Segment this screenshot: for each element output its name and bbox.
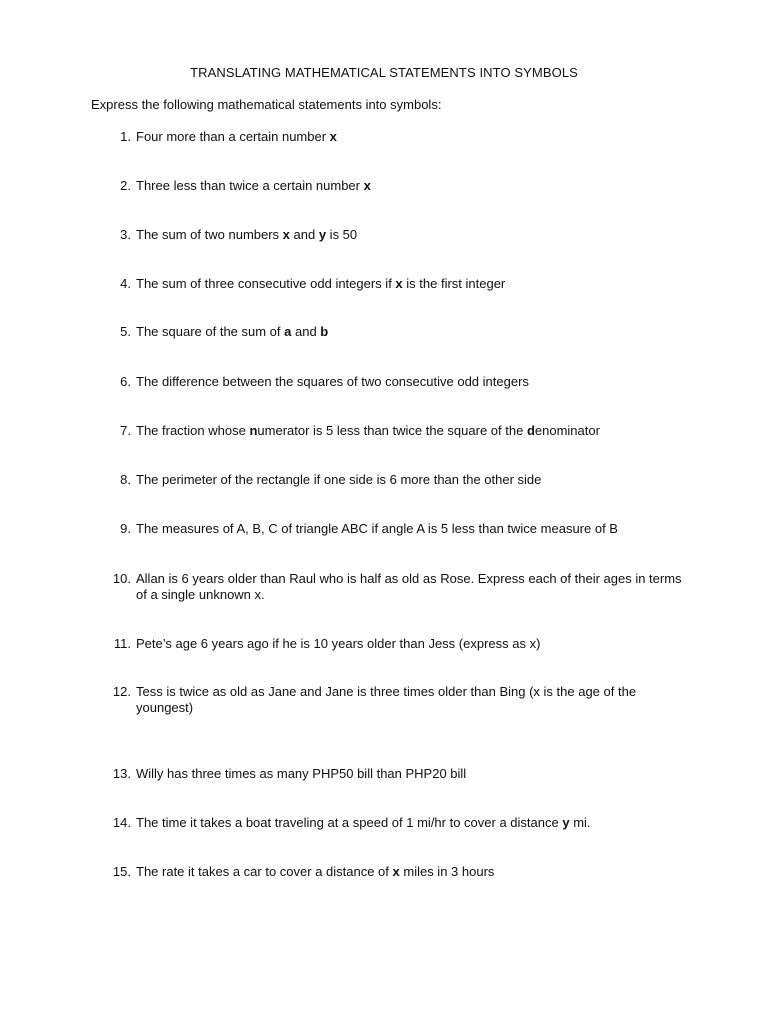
question-text — [136, 864, 688, 880]
variable-symbol: d — [526, 423, 535, 438]
question-number: 3. — [120, 227, 131, 242]
question-text-segment: The perimeter of the rectangle if one side is 6 more than the other side — [136, 472, 542, 487]
question-text-segment: Three less than twice a certain number — [136, 178, 364, 193]
variable-symbol: a — [284, 324, 292, 339]
question-text — [136, 766, 688, 782]
question-text — [136, 521, 688, 537]
question-text — [136, 276, 688, 292]
question-text-segment: is the first integer — [402, 276, 506, 291]
variable-symbol: x — [329, 129, 337, 144]
question-number: 5. — [120, 324, 131, 339]
variable-symbol: x — [282, 227, 290, 242]
variable-symbol: x — [363, 178, 371, 193]
question-number: 1. — [120, 129, 131, 144]
question-text — [136, 178, 688, 194]
instructions: Express the following mathematical statements into symbols: — [91, 97, 442, 112]
variable-symbol: x — [395, 276, 403, 291]
question-text-segment: Willy has three times as many PHP50 bill than PHP20 bill — [136, 766, 467, 781]
question-number: 8. — [120, 472, 131, 487]
variable-symbol: n — [249, 423, 258, 438]
question-number: 11. — [113, 636, 131, 651]
question-text-segment: The measures of A, B, C of triangle ABC if angle A is 5 less than twice measure of B — [136, 521, 618, 536]
question-text-segment: The time it takes a boat traveling at a speed of 1 mi/hr to cover a distance — [136, 815, 563, 830]
question-text-segment: is 50 — [326, 227, 358, 242]
question-text — [136, 324, 688, 340]
question-text-segment: enominator — [534, 423, 600, 438]
question-number: 2. — [120, 178, 131, 193]
question-text-segment: mi. — [569, 815, 591, 830]
question-number: 15. — [112, 864, 131, 879]
question-text-segment: Pete’s age 6 years ago if he is 10 years older than Jess (express as x) — [136, 636, 541, 651]
question-text — [136, 423, 688, 439]
question-text-segment: The fraction whose — [136, 423, 250, 438]
question-number: 6. — [120, 374, 131, 389]
question-text-segment: The square of the sum of — [136, 324, 285, 339]
variable-symbol: y — [562, 815, 570, 830]
question-text — [136, 815, 688, 831]
question-text-segment: The sum of two numbers — [136, 227, 283, 242]
question-text — [136, 472, 688, 488]
question-number: 9. — [120, 521, 131, 536]
question-text — [136, 684, 688, 716]
page-title: TRANSLATING MATHEMATICAL STATEMENTS INTO SYMBOLS — [190, 65, 578, 80]
question-text — [136, 374, 688, 390]
question-text-segment: The sum of three consecutive odd integers if — [136, 276, 396, 291]
variable-symbol: x — [392, 864, 400, 879]
question-text — [136, 227, 688, 243]
question-text-segment: and — [291, 324, 321, 339]
variable-symbol: b — [320, 324, 329, 339]
question-number: 12. — [112, 684, 131, 699]
question-number: 14. — [112, 815, 131, 830]
question-text-segment: Four more than a certain number — [136, 129, 330, 144]
question-text-segment: and — [289, 227, 319, 242]
question-text-segment: The difference between the squares of two consecutive odd integers — [136, 374, 529, 389]
question-text-segment: miles in 3 hours — [399, 864, 495, 879]
question-number: 4. — [120, 276, 131, 291]
question-text — [136, 571, 688, 603]
question-text-segment: The rate it takes a car to cover a distance of — [136, 864, 393, 879]
question-text — [136, 129, 688, 145]
question-text-segment: Tess is twice as old as Jane and Jane is three times older than Bing (x is the age of the youngest) — [136, 684, 637, 715]
variable-symbol: y — [318, 227, 327, 242]
question-text-segment: umerator is 5 less than twice the square of the — [257, 423, 527, 438]
question-number: 13. — [112, 766, 131, 781]
question-text-segment: Allan is 6 years older than Raul who is half as old as Rose. Express each of their ages in terms of a single unknown x. — [136, 571, 682, 602]
question-text — [136, 636, 688, 652]
question-number: 7. — [120, 423, 131, 438]
question-number: 10. — [112, 571, 131, 586]
